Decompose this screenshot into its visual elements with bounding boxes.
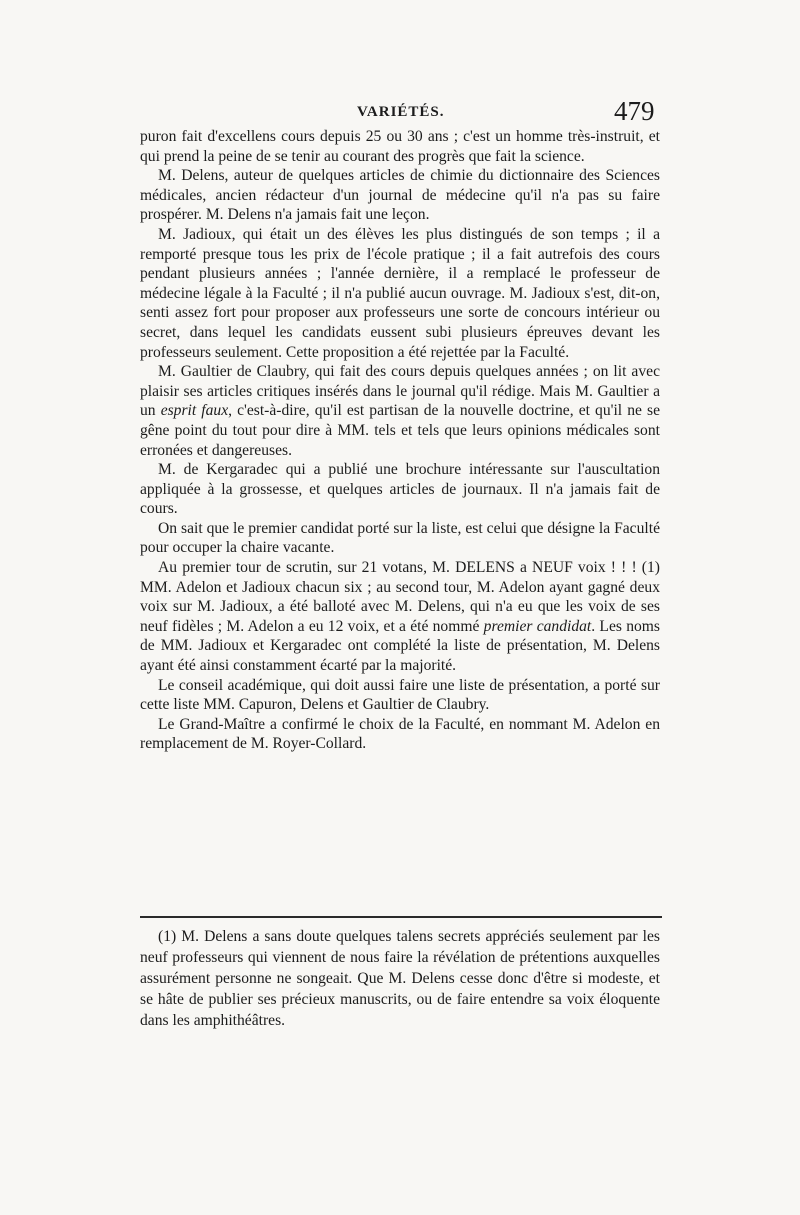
paragraph xyxy=(140,225,660,362)
text-run: M. Gaultier de Claubry, qui fait des cours depuis quelques années ; on lit avec plaisir ses articles critiques insérés dans le journal qu'il rédige. Mais M. Gaultier a un xyxy=(140,363,660,420)
paragraph xyxy=(140,676,660,715)
text-run: puron fait d'excellens cours depuis 25 ou 30 ans ; c'est un homme très-instruit, et qui prend la peine de se tenir au courant des progrès que fait la science. xyxy=(140,128,660,165)
running-title: VARIÉTÉS. xyxy=(357,104,445,120)
paragraph xyxy=(140,127,660,166)
text-run: M. Delens, auteur de quelques articles de chimie du dictionnaire des Sciences médicales, ancien rédacteur d'un journal de médecine qu'il n'a pas su faire prospérer. M. Delens n'a jamais fait une leçon. xyxy=(140,167,660,224)
paragraph xyxy=(140,519,660,558)
paragraph xyxy=(140,460,660,519)
footnote-separator xyxy=(140,916,662,918)
text-run: , c'est-à-dire, qu'il est partisan de la nouvelle doctrine, et qu'il ne se gêne point du tout pour dire à MM. tels et tels que leurs opinions médicales sont erronées et dangereuses. xyxy=(140,402,660,459)
text-run: Le Grand-Maître a confirmé le choix de la Faculté, en nommant M. Adelon en remplacement de M. Royer-Collard. xyxy=(140,715,660,753)
paragraph xyxy=(140,362,660,460)
text-run: Le conseil académique, qui doit aussi faire une liste de présentation, a porté sur cette liste MM. Capuron, Delens et Gaultier de Claubry. xyxy=(140,676,660,714)
footnote: (1) M. Delens a sans doute quelques talens secrets appréciés seulement par les neuf professeurs qui viennent de nous faire la révélation de prétentions auxquelles assurément personne ne songeait. Que M. Delens cesse donc d'être si modeste, et se hâte de publier ses précieux manuscrits, ou de faire entendre sa voix éloquente dans les amphithéâtres. xyxy=(140,928,660,1029)
italic-text: premier candidat xyxy=(483,617,592,635)
main-text xyxy=(140,127,660,754)
text-run: M. de Kergaradec qui a publié une brochure intéressante sur l'auscultation appliquée à la grossesse, et quelques articles de journaux. Il n'a jamais fait de cours. xyxy=(140,461,660,518)
text-run: M. Jadioux, qui était un des élèves les plus distingués de son temps ; il a remporté presque tous les prix de l'école pratique ; il a fait autrefois des cours pendant plusieurs années ; l'année dernière, il a remplacé le professeur de médecine légale à la Faculté ; il n'a publié aucun ouvrage. M. Jadioux s'est, dit-on, senti assez fort pour proposer aux professeurs une sorte de concours intérieur ou secret, dans lequel les candidats eussent subi plusieurs épreuves devant les professeurs seulement. Cette proposition a été rejettée par la Faculté. xyxy=(140,225,660,361)
paragraph xyxy=(140,715,660,754)
page-number: 479 xyxy=(614,96,655,126)
text-run: Au premier tour de scrutin, sur 21 votans, M. DELENS a NEUF voix ! ! ! (1) MM. Adelon et Jadioux chacun six ; au second tour, M. Adelon ayant gagné deux voix sur M. Jadioux, a été balloté avec M. Delens, qui n'a eu que les voix de ses neuf fidèles ; M. Adelon a eu 12 voix, et a été nommé xyxy=(140,559,660,635)
paragraph xyxy=(140,558,660,676)
italic-text: esprit faux xyxy=(160,402,229,420)
text-run: . Les noms de MM. Jadioux et Kergaradec ont complété la liste de présentation, M. Delens ayant été ainsi constamment écarté par la majorité. xyxy=(140,617,660,675)
text-run: On sait que le premier candidat porté sur la liste, est celui que désigne la Faculté pour occuper la chaire vacante. xyxy=(140,519,660,557)
paragraph xyxy=(140,166,660,225)
page-header xyxy=(0,96,800,130)
